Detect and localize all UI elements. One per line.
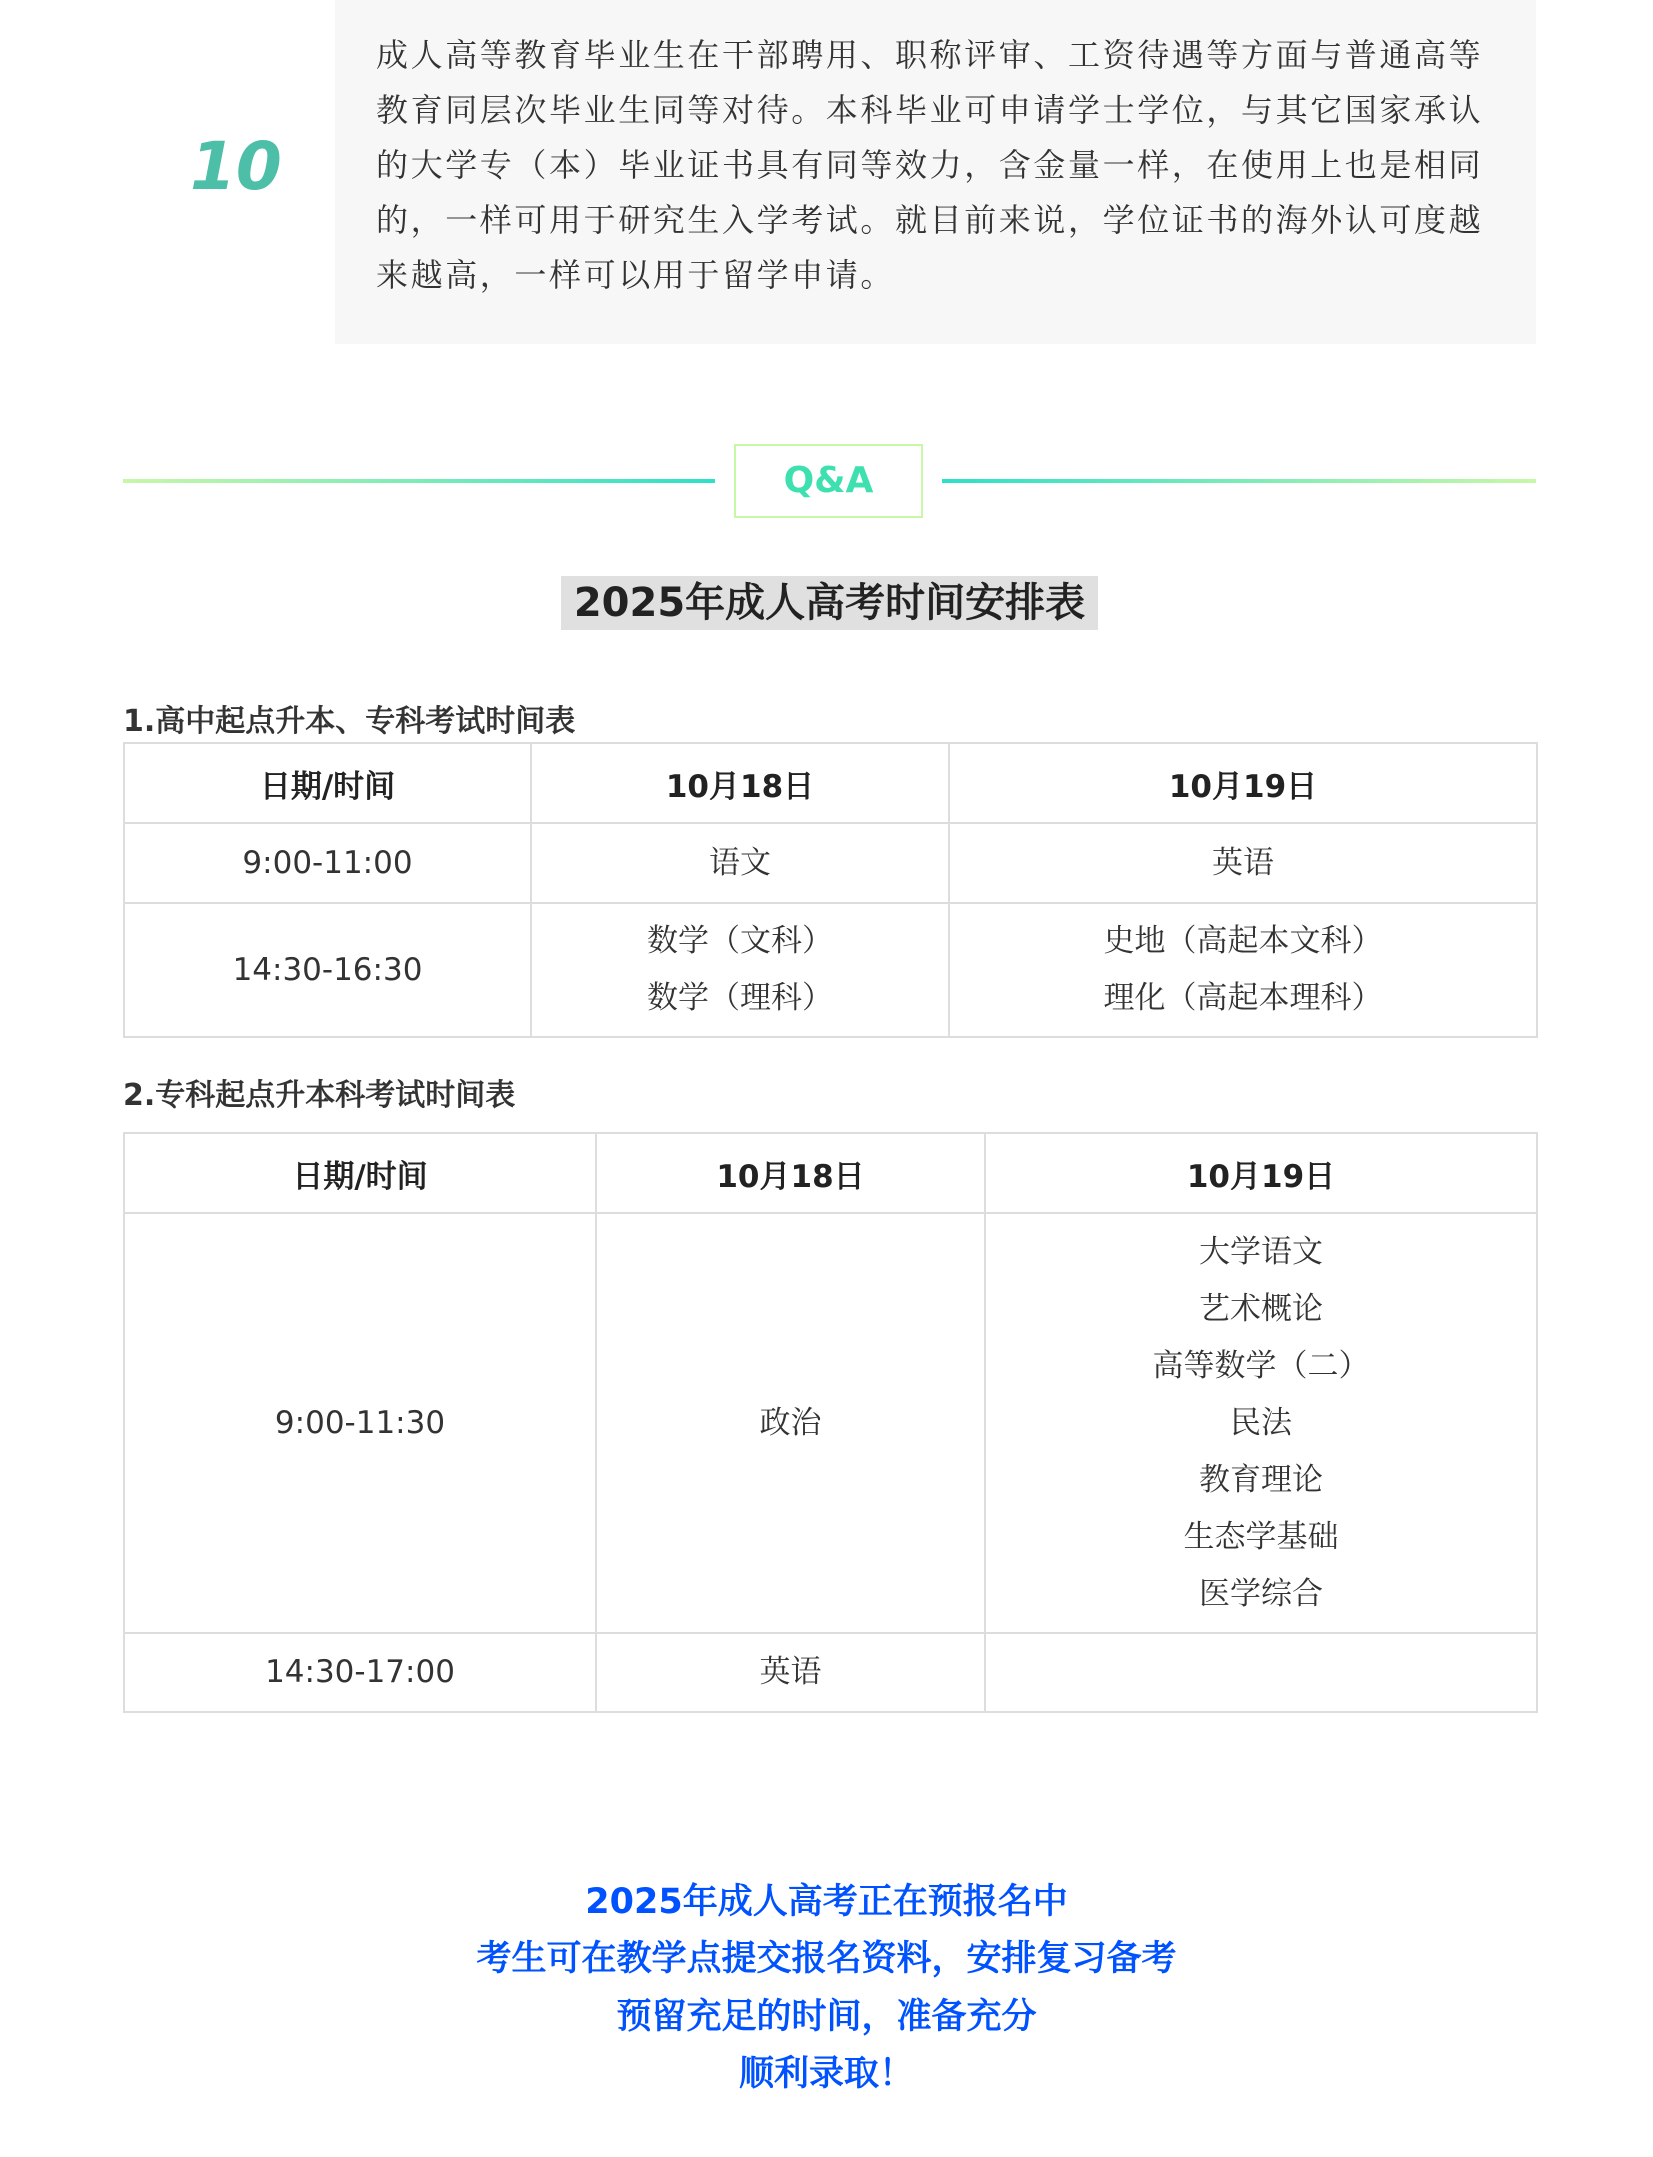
subject: 数学（理科） bbox=[647, 980, 833, 1016]
divider-left bbox=[123, 479, 715, 483]
subject: 史地（高起本文科） bbox=[1103, 923, 1383, 959]
footer-line: 预留充足的时间，准备充分 bbox=[616, 1997, 1037, 2037]
item-number: 10 bbox=[190, 128, 282, 205]
subject-cell: 语文 bbox=[531, 823, 949, 903]
table-row bbox=[124, 903, 1537, 1037]
subject: 生态学基础 bbox=[1183, 1518, 1339, 1555]
subject: 医学综合 bbox=[1199, 1575, 1323, 1612]
header-cell: 日期/时间 bbox=[124, 1133, 596, 1213]
footer-line: 2025年成人高考正在预报名中 bbox=[585, 1882, 1068, 1922]
table-header-row bbox=[124, 743, 1537, 823]
page-title: 2025年成人高考时间安排表 bbox=[561, 576, 1098, 630]
header-cell: 10月19日 bbox=[985, 1133, 1537, 1213]
table2-heading: 2.专科起点升本科考试时间表 bbox=[123, 1078, 516, 1113]
table-header-row bbox=[124, 1133, 1537, 1213]
time-cell: 9:00-11:00 bbox=[124, 823, 531, 903]
table-row bbox=[124, 1633, 1537, 1712]
item-paragraph: 成人高等教育毕业生在干部聘用、职称评审、工资待遇等方面与普通高等教育同层次毕业生同等对待。本科毕业可申请学士学位，与其它国家承认的大学专（本）毕业证书具有同等效力，含金量一样，在使用上也是相同的，一样可用于研究生入学考试。就目前来说，学位证书的海外认可度越来越高，一样可以用于留学申请。 bbox=[376, 36, 1484, 294]
qa-badge: Q&A bbox=[734, 444, 923, 518]
table-row bbox=[124, 1213, 1537, 1633]
subject: 艺术概论 bbox=[1199, 1290, 1323, 1327]
schedule-table-1 bbox=[123, 742, 1538, 1038]
header-cell: 10月19日 bbox=[949, 743, 1537, 823]
subject: 大学语文 bbox=[1199, 1233, 1323, 1270]
footer-line: 考生可在教学点提交报名资料，安排复习备考 bbox=[476, 1939, 1177, 1979]
header-cell: 日期/时间 bbox=[124, 743, 531, 823]
header-cell: 10月18日 bbox=[596, 1133, 985, 1213]
header-cell: 10月18日 bbox=[531, 743, 949, 823]
time-cell: 14:30-16:30 bbox=[124, 903, 531, 1037]
subject-cell bbox=[531, 903, 949, 1037]
footer-line: 顺利录取！ bbox=[738, 2054, 914, 2094]
table1-heading: 1.高中起点升本、专科考试时间表 bbox=[123, 704, 576, 739]
time-cell: 14:30-17:00 bbox=[124, 1633, 596, 1712]
table-row bbox=[124, 823, 1537, 903]
subject: 理化（高起本理科） bbox=[1103, 980, 1383, 1016]
divider-right bbox=[942, 479, 1536, 483]
time-cell: 9:00-11:30 bbox=[124, 1213, 596, 1633]
subject-cell: 英语 bbox=[949, 823, 1537, 903]
empty-cell bbox=[985, 1633, 1537, 1712]
subject: 教育理论 bbox=[1199, 1461, 1323, 1498]
subject-cell bbox=[985, 1213, 1537, 1633]
subject: 数学（文科） bbox=[647, 923, 833, 959]
subject: 高等数学（二） bbox=[1152, 1347, 1370, 1384]
schedule-table-2 bbox=[123, 1132, 1538, 1713]
subject-cell bbox=[949, 903, 1537, 1037]
subject-cell: 英语 bbox=[596, 1633, 985, 1712]
subject: 民法 bbox=[1230, 1404, 1292, 1441]
subject-cell: 政治 bbox=[596, 1213, 985, 1633]
